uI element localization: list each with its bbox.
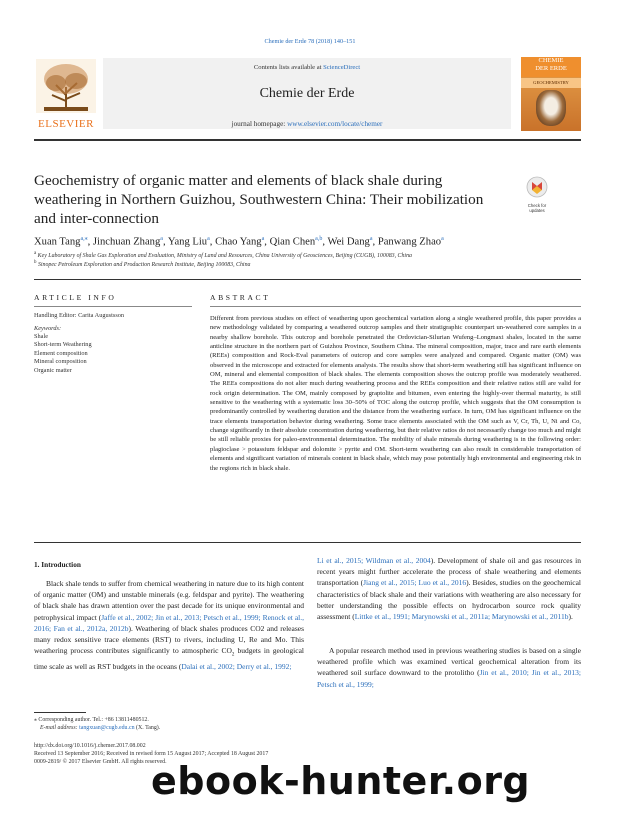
abstract-heading: ABSTRACT (210, 293, 271, 302)
intro-text: ). Besides, studies on the geochemical characteristics of black shale and their variations with weathering are also necessary for better understanding the possible effects on hydrocarbon source rock quality assessment ( (317, 578, 581, 622)
author-name[interactable]: Jinchuan Zhang (92, 236, 161, 248)
email-suffix: (X. Tang). (136, 725, 161, 731)
intro-text: ). Weathering of black shales produces CO2 and releases many redox sensitive trace elements (RST) to rivers, including U, Re and Mo. This weathering process contributes significantly to atmospheric CO (34, 623, 304, 656)
author-name[interactable]: Xuan Tang (34, 236, 81, 248)
affiliation-b (34, 260, 581, 268)
keyword: Organic matter (34, 366, 72, 374)
intro-text: A popular research method used in previous weathering studies is based on a single weathered profile which was examined vertical geochemical alteration from its weathered soil surface downward to the protolitho ( (317, 646, 581, 678)
keyword: Shale (34, 333, 48, 340)
check-updates-line2: updates (529, 208, 545, 213)
citation-link[interactable]: Jin et al., 2010; Jin et al., 2013; Petsch et al., 1999; (317, 668, 581, 689)
watermark-text: ebook-hunter.org (151, 759, 531, 803)
intro-text: Black shale tends to suffer from chemical weathering in nature due to its high content of organic matter (OM) and unstable minerals (e.g. feldspar and pyrite). The weathering of black shale has drawn attention over the past decade for its unique environmental and petrophysical impact ( (34, 579, 304, 622)
introduction-heading: 1. Introduction (34, 560, 81, 569)
corresponding-author-note: ⁎ Corresponding author. Tel.: +86 13811480512. (34, 717, 149, 723)
homepage-link[interactable]: www.elsevier.com/locate/chemer (287, 120, 383, 128)
intro-paragraph-1 (34, 578, 304, 672)
journal-cover-thumbnail[interactable] (521, 57, 581, 131)
elsevier-logo (34, 57, 98, 131)
journal-name: Chemie der Erde (259, 86, 355, 101)
keyword: Short-term Weathering (34, 341, 92, 349)
doi-link[interactable]: http://dx.doi.org/10.1016/j.chemer.2017.08.002 (34, 743, 146, 749)
subscript: 2 (231, 652, 235, 658)
cover-title-line1: CHEMIE (538, 57, 564, 64)
intro-text: ). (568, 612, 573, 622)
check-updates-icon (524, 176, 550, 198)
citation-link[interactable]: Li et al., 2015; Wildman et al., 2004 (317, 556, 431, 565)
author-name[interactable]: Wei Dang (327, 236, 370, 248)
sciencedirect-link[interactable]: ScienceDirect (323, 64, 361, 71)
cover-title (521, 57, 581, 77)
elsevier-wordmark: ELSEVIER (38, 118, 94, 130)
author-affiliation-marker[interactable]: a (369, 236, 373, 242)
affiliation-a (34, 251, 581, 259)
contents-prefix: Contents lists available at (253, 64, 322, 71)
keyword-list (34, 333, 194, 375)
footnote-rule (34, 712, 86, 713)
keyword: Mineral composition (34, 358, 87, 366)
cover-title-line2: DER ERDE (535, 65, 567, 72)
citation-link[interactable]: Jaffe et al., 2002; Jin et al., 2013; Petsch et al., 1999; Renock et al., 2016; Fan et al., 2012a, 2012b (34, 612, 305, 633)
email-label: E-mail address: (40, 725, 78, 731)
intro-paragraph-right-2 (317, 645, 581, 690)
author-name[interactable]: Chao Yang (215, 236, 262, 248)
author-affiliation-marker[interactable]: a (160, 236, 163, 242)
citation-link[interactable]: Littke et al., 1991; Marynowski et al., 2011a; Marynowski et al., 2011b (354, 612, 569, 622)
keyword: Element composition (34, 349, 88, 357)
author-affiliation-marker[interactable]: a (261, 236, 265, 242)
affiliation-a-marker: a (34, 251, 37, 256)
handling-editor: Handling Editor: Carita Augustsson (34, 312, 125, 319)
check-updates-line1: Check for (527, 203, 547, 208)
affiliation-a-text: Key Laboratory of Shale Gas Exploration and Evaluation, Ministry of Land and Resources, China University of Geosciences, Beijing (CUGB), 100083, China (37, 252, 412, 259)
abstract-rule (210, 306, 581, 307)
cover-subtitle: GEOCHEMISTRY (521, 78, 581, 88)
article-info-heading: ARTICLE INFO (34, 293, 117, 302)
email-line (34, 724, 581, 732)
received-dates: Received 13 September 2016; Received in revised form 15 August 2017; Accepted 18 August 2017 (34, 751, 269, 757)
article-info-rule (34, 306, 192, 307)
author-affiliation-marker[interactable]: a,b (315, 236, 323, 242)
citation-link[interactable]: Jiang et al., 2015; Luo et al., 2016 (363, 578, 467, 588)
author-list: Xuan Tang$^{a,⁎}$, Jinchuan Zhang$^a$, Yang Liu$^a$, Chao Yang$^a$, Qian Chen$^{a,b}$, Wei Dang$^a$, Panwang Zhao$^a$ (34, 236, 444, 248)
author-affiliation-marker[interactable]: a (441, 236, 444, 242)
check-for-updates-badge[interactable] (524, 176, 550, 213)
author-affiliation-marker[interactable]: a,⁎ (80, 236, 88, 242)
contents-line (103, 64, 511, 71)
homepage-prefix: journal homepage: (231, 120, 286, 128)
abstract-divider (34, 542, 581, 543)
author-name[interactable]: Panwang Zhao (377, 236, 442, 248)
journal-homepage (103, 120, 511, 128)
copyright-line: 0009-2819/ © 2017 Elsevier GmbH. All rights reserved. (34, 759, 167, 765)
affiliation-b-text: Sinopec Petroleum Exploration and Production Research Institute, Beijing 100083, China (37, 261, 251, 268)
author-affiliation-marker[interactable]: a (207, 236, 210, 242)
intro-text: budgets in geological time scale as well as RST budgets in the oceans ( (34, 646, 304, 671)
keywords-label: Keywords: (34, 325, 62, 332)
abstract-text: Different from previous studies on effect of weathering upon geochemical variation along a single weathered profile, this paper provides a new methodology validated by comparing a weathered outcrop samples and their stratigraphic counterpart un-weathered core samples in a nearby shallow borehole. This outcrop and borehole penetrated the Ordovician-Silurian Wufeng–Longmaxi shales, located in the same anticline structure in the northern part of Guizhou Province, Southern China. The mineral composition, major, trace and rare earth elements (REEs) composition and Rock-Eval parameters of outcrop and core samples were analyzed and compared. Organic matter (OM) was observed in the microscope and extracted for elements analysis. The results show that short-term weathering still has significant influence on OM, mineral and elemental composition of black shales. The elements composition shows the outcrop profile was moderately weathered. The REEs compositions do not alter much during weathering process and the REEs composition and their relative ratios still are valid for rock origin determination. The OM, mainly composed by graptolite and bitumen, even entering the highly-over thermal maturity, is still sensitive to the weathering with a systematic loss 30–50% of TOC along the outcrop profile, which suggests that the OM consumption is predominantly controlled by weathering duration and the distance from the weathering surface. In turn, OM has significant influence on the trace elements transportation behavior during weathering. Some trace elements associated with the OM such as V, Cr, Th, U, Ni and Co, change significantly in their absolute concentration during weathering, but their relative ratios do not necessarily change too much and might be still reliable proxies for paleo-environmental determination. The mobility of shale minerals during weathering is in the following order: plagioclase > potassium feldspar and dolomite > pyrite and OM. Short-term weathering can also result in considerable transportation of elements and significant variation of minerals content in black shale, which may pose potentially high environmental and engineering risk in the regions rich in black shale. (210, 315, 581, 472)
citation-link[interactable]: Dalai et al., 2002; Derry et al., 1992; (181, 661, 292, 671)
author-name[interactable]: Qian Chen (269, 236, 316, 248)
affiliation-b-marker: b (34, 260, 37, 265)
author-name[interactable]: Yang Liu (167, 236, 208, 248)
article-title: Geochemistry of organic matter and elements of black shale during weathering in Northern Guizhou, Southwestern China: Their mobilization and inter-connection (34, 172, 484, 227)
cover-artwork (536, 90, 566, 126)
journal-citation[interactable]: Chemie der Erde 78 (2018) 140–151 (264, 38, 356, 45)
affiliation-divider (34, 279, 581, 280)
intro-text: ). Development of shale oil and gas resources in recent years might further accelerate the process of shale weathering and elements transportation ( (317, 556, 581, 588)
email-link[interactable]: tangxuan@cugb.edu.cn (79, 725, 135, 731)
header-divider (34, 139, 581, 141)
intro-paragraph-right-1 (317, 555, 581, 622)
